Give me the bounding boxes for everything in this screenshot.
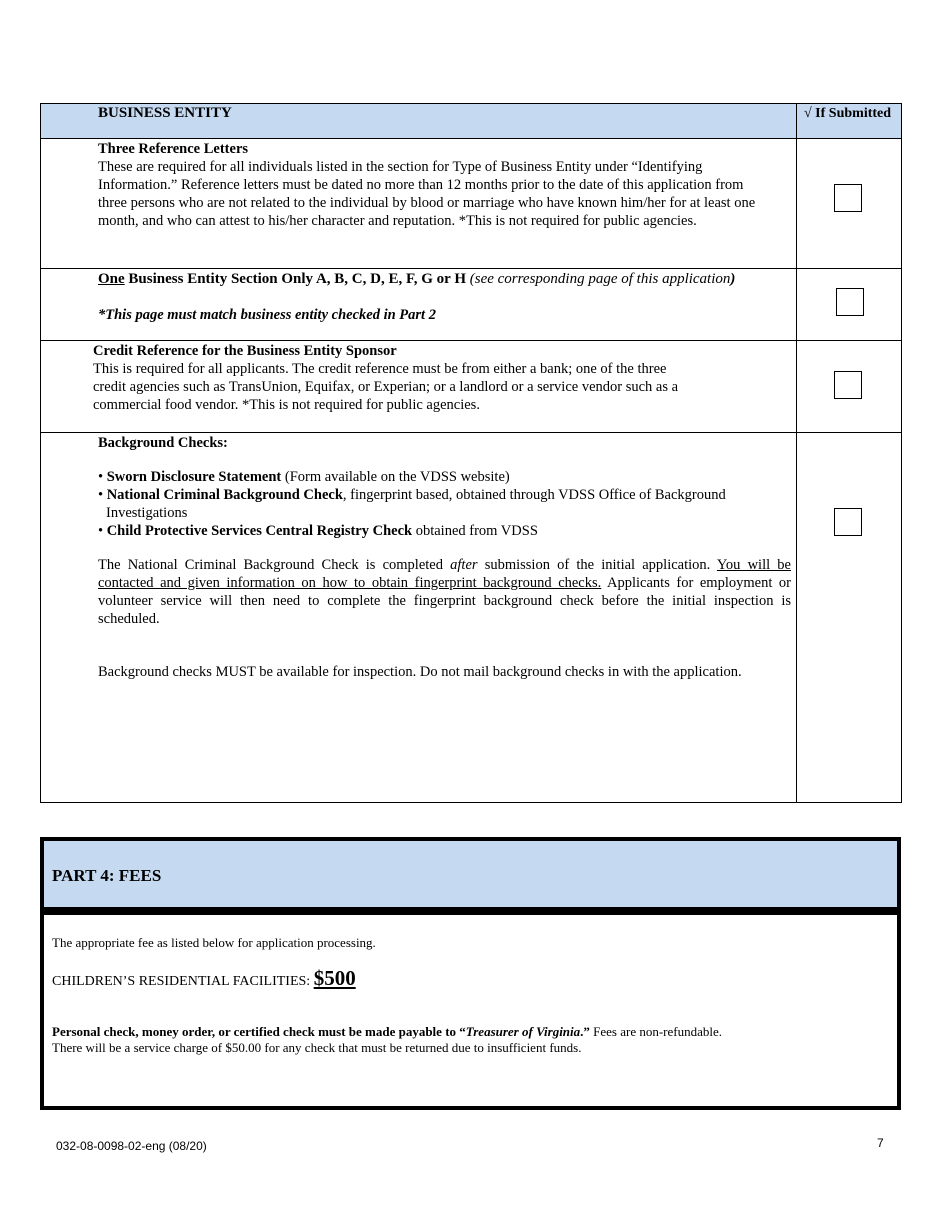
fingerprint-paragraph: The National Criminal Background Check is completed after submission of the initial application. You will be contacted and given information on how to obtain fingerprint background checks. Applicants for employment or volunteer service will then need to complete the fingerprint background check before the initial inspection is scheduled. bbox=[98, 557, 791, 627]
background-checks-title: Background Checks: bbox=[98, 435, 228, 451]
reference-letters-cell bbox=[41, 139, 797, 269]
requirements-table bbox=[40, 103, 902, 803]
business-entity-section-cell bbox=[41, 269, 797, 341]
part4-header bbox=[44, 841, 897, 915]
credit-reference-text: This is required for all applicants. The credit reference must be from either a bank; one of the three credit agencies such as TransUnion, Equifax, or Experian; or a landlord or a service vendor such as a commercial food vendor. *This is not required for public agencies. bbox=[93, 361, 679, 413]
background-checks-list bbox=[98, 468, 791, 540]
table-row bbox=[41, 269, 902, 341]
header-check-cell bbox=[797, 104, 902, 139]
business-entity-section-checkbox[interactable] bbox=[836, 288, 864, 316]
must-match-note: *This page must match business entity checked in Part 2 bbox=[98, 307, 436, 323]
page-number: 7 bbox=[877, 1136, 884, 1150]
table-row bbox=[41, 433, 902, 803]
check-cell bbox=[797, 341, 902, 433]
list-item: • Sworn Disclosure Statement (Form available on the VDSS website) bbox=[98, 469, 510, 485]
check-cell bbox=[797, 269, 902, 341]
table-row bbox=[41, 341, 902, 433]
corresponding-page-note: (see corresponding page of this application bbox=[469, 271, 731, 287]
background-checks-cell bbox=[41, 433, 797, 803]
one-label: One bbox=[98, 271, 125, 287]
fee-intro: The appropriate fee as listed below for application processing. bbox=[52, 935, 376, 950]
business-entity-section-title: Business Entity Section Only A, B, C, D, E, F, G or H bbox=[124, 271, 470, 287]
part4-title: PART 4: FEES bbox=[52, 866, 162, 885]
payment-info: Personal check, money order, or certified check must be made payable to “Treasurer of Virginia.” Fees are non-refundable. There will be a service charge of $50.00 for any check that must be returned due to insufficient funds. bbox=[52, 1024, 723, 1055]
header-cell bbox=[41, 104, 797, 139]
closing-paren: ) bbox=[730, 271, 736, 287]
reference-letters-text: These are required for all individuals listed in the section for Type of Business Entity under “Identifying Information.” Reference letters must be dated no more than 12 months prior to the date of this application from three persons who are not related to the individual by blood or marriage who have known him/her for at least one month, and who can attest to his/her character and reputation. *This is not required for public agencies. bbox=[98, 159, 756, 229]
part4-fees-section bbox=[40, 837, 901, 1110]
business-entity-heading: BUSINESS ENTITY bbox=[98, 105, 232, 121]
reference-letters-checkbox[interactable] bbox=[834, 184, 862, 212]
mail-warning-paragraph: Background checks MUST be available for inspection. Do not mail background checks in with the application. bbox=[98, 664, 742, 680]
table-header-row bbox=[41, 104, 902, 139]
table-row bbox=[41, 139, 902, 269]
form-number: 032-08-0098-02-eng (08/20) bbox=[56, 1139, 207, 1153]
list-item: • Child Protective Services Central Registry Check obtained from VDSS bbox=[98, 523, 538, 539]
credit-reference-cell bbox=[41, 341, 797, 433]
service-charge-note: There will be a service charge of $50.00 for any check that must be returned due to insufficient funds. bbox=[52, 1040, 582, 1055]
credit-reference-title: Credit Reference for the Business Entity Sponsor bbox=[93, 343, 397, 359]
check-cell bbox=[797, 139, 902, 269]
list-item: • National Criminal Background Check, fingerprint based, obtained through VDSS Office of Background Investigations bbox=[98, 487, 726, 521]
fee-amount: $500 bbox=[313, 966, 356, 990]
check-cell bbox=[797, 433, 902, 803]
part4-right-border bbox=[897, 915, 901, 1106]
if-submitted-heading: √ If Submitted bbox=[804, 106, 892, 121]
credit-reference-checkbox[interactable] bbox=[834, 371, 862, 399]
fee-label: CHILDREN’S RESIDENTIAL FACILITIES: bbox=[52, 974, 314, 989]
reference-letters-title: Three Reference Letters bbox=[98, 141, 249, 157]
fee-line bbox=[52, 966, 356, 991]
background-checks-checkbox[interactable] bbox=[834, 508, 862, 536]
